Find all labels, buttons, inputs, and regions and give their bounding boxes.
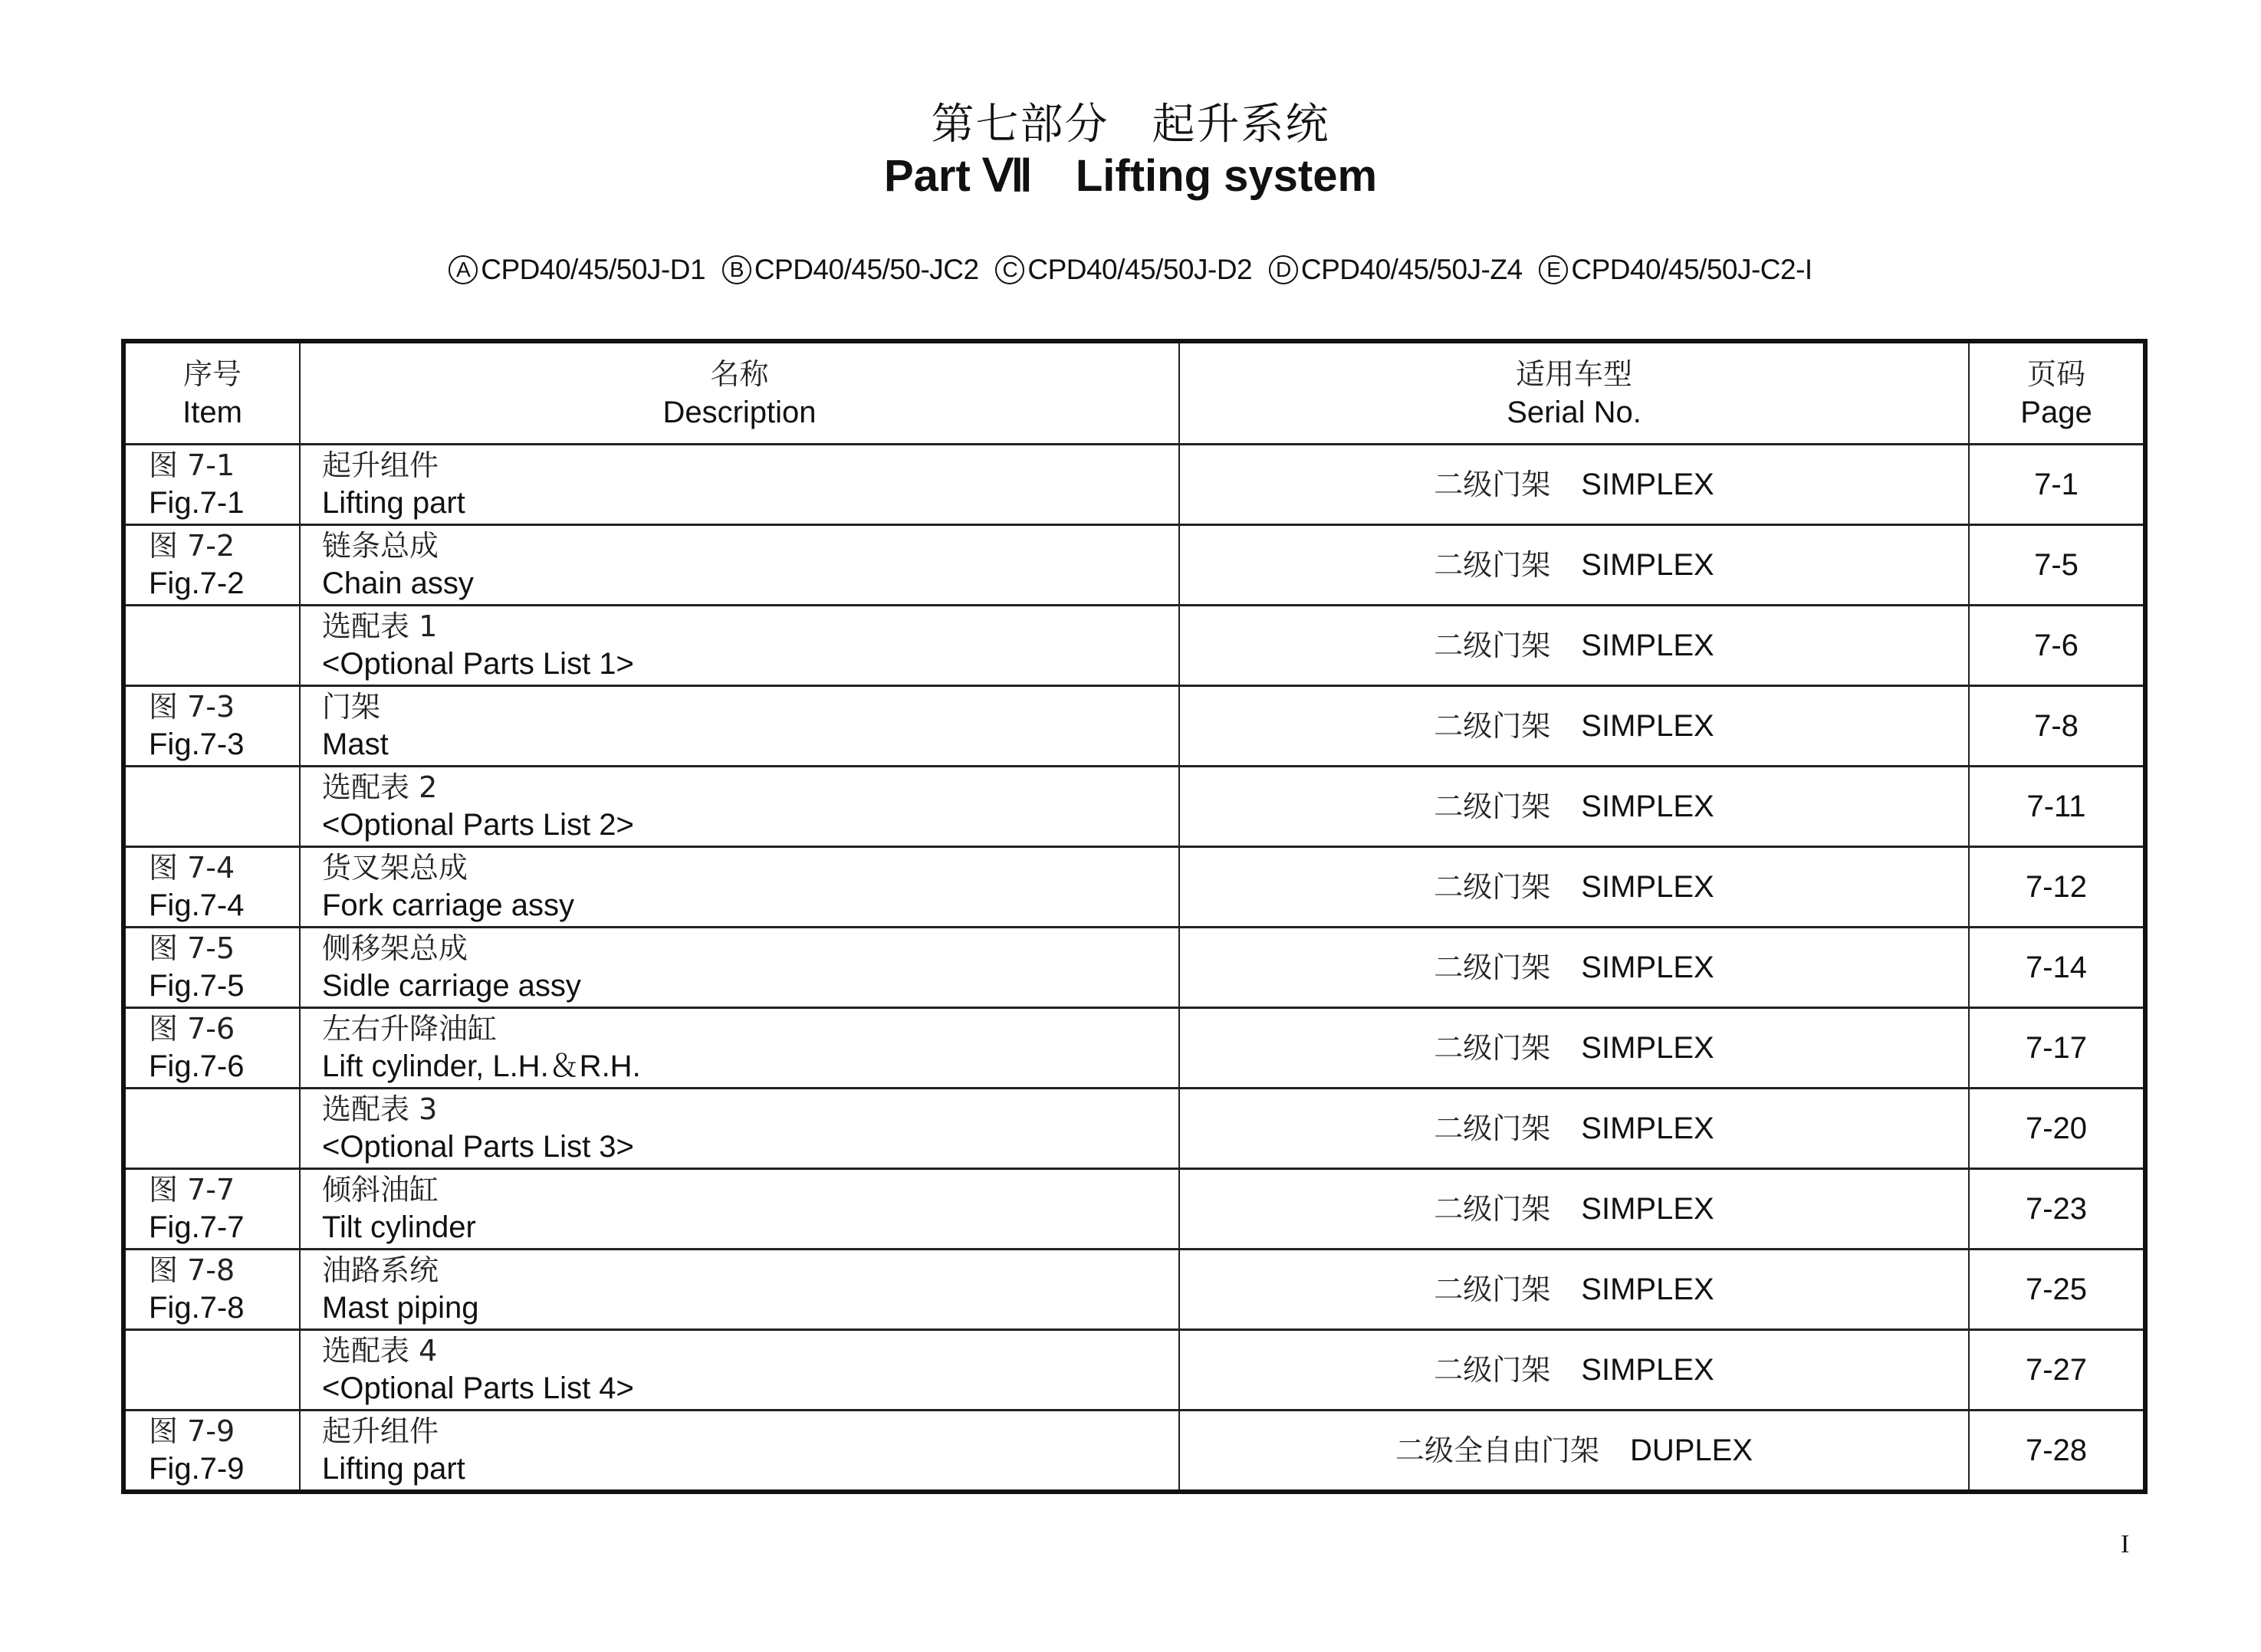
serial-cn: 二级门架	[1434, 869, 1551, 904]
description-en: <Optional Parts List 2>	[322, 808, 634, 842]
serial-cell	[1179, 1089, 1969, 1169]
serial-cell	[1179, 1411, 1969, 1493]
serial-en: SIMPLEX	[1581, 950, 1714, 984]
item-en: Fig.7-7	[149, 1210, 245, 1244]
serial-cell	[1179, 686, 1969, 767]
description-en: <Optional Parts List 4>	[322, 1371, 634, 1405]
description-cn: 选配表 2	[322, 770, 438, 804]
item-cell	[123, 1089, 300, 1169]
column-header-item: 序号 Item	[123, 341, 300, 445]
serial-en: DUPLEX	[1629, 1433, 1753, 1467]
serial-en: SIMPLEX	[1581, 789, 1714, 823]
description-en: Lifting part	[322, 486, 465, 520]
item-cn: 图 7-9	[149, 1414, 235, 1448]
serial-en: SIMPLEX	[1581, 1191, 1714, 1226]
serial-cell	[1179, 847, 1969, 928]
description-cell	[300, 445, 1179, 525]
circled-letter-icon: E	[1539, 255, 1568, 284]
item-cell	[123, 445, 300, 525]
model-b	[722, 254, 979, 286]
model-name: CPD40/45/50J-D1	[481, 254, 706, 285]
title-en-name: Lifting system	[1075, 151, 1378, 201]
description-cn: 起升组件	[322, 448, 439, 482]
item-en: Fig.7-5	[149, 969, 245, 1003]
table-header-row	[123, 341, 2145, 445]
description-en: Sidle carriage assy	[322, 969, 581, 1003]
serial-cn: 二级门架	[1434, 950, 1551, 984]
description-en: Mast	[322, 727, 389, 761]
page-link[interactable]: 7-28	[1969, 1411, 2145, 1493]
description-cn: 选配表 3	[322, 1092, 438, 1126]
title-cn-name: 起升系统	[1152, 100, 1330, 149]
description-en: Tilt cylinder	[322, 1210, 476, 1244]
serial-cn: 二级门架	[1434, 789, 1551, 823]
item-cell	[123, 1008, 300, 1089]
item-en: Fig.7-2	[149, 567, 245, 600]
description-en: <Optional Parts List 3>	[322, 1130, 634, 1164]
page-title-english	[0, 149, 2261, 202]
page-link[interactable]: 7-20	[1969, 1089, 2145, 1169]
item-cell	[123, 847, 300, 928]
item-cell	[123, 1411, 300, 1493]
page-link[interactable]: 7-1	[1969, 445, 2145, 525]
table-row	[123, 525, 2145, 606]
description-en: Lift cylinder, L.H.＆R.H.	[322, 1049, 641, 1083]
table-row	[123, 1330, 2145, 1411]
description-cn: 左右升降油缸	[322, 1012, 498, 1046]
column-header-page: 页码 Page	[1969, 341, 2145, 445]
description-cell	[300, 525, 1179, 606]
item-cell	[123, 767, 300, 847]
serial-en: SIMPLEX	[1581, 467, 1714, 501]
description-en: <Optional Parts List 1>	[322, 647, 634, 681]
serial-cell	[1179, 1169, 1969, 1250]
table-row	[123, 686, 2145, 767]
description-cell	[300, 1411, 1179, 1493]
item-en: Fig.7-8	[149, 1291, 245, 1325]
description-cn: 选配表 1	[322, 609, 438, 643]
description-cell	[300, 847, 1179, 928]
item-cn: 图 7-7	[149, 1173, 235, 1207]
model-d	[1269, 254, 1523, 286]
description-cn: 链条总成	[322, 529, 439, 563]
serial-cn: 二级全自由门架	[1395, 1433, 1599, 1467]
serial-cn: 二级门架	[1434, 547, 1551, 582]
description-cell	[300, 1250, 1179, 1330]
item-cn: 图 7-6	[149, 1012, 235, 1046]
description-cell	[300, 1330, 1179, 1411]
serial-cn: 二级门架	[1434, 1272, 1551, 1306]
serial-cn: 二级门架	[1434, 1191, 1551, 1226]
item-en: Fig.7-9	[149, 1452, 245, 1486]
serial-en: SIMPLEX	[1581, 547, 1714, 582]
model-name: CPD40/45/50J-Z4	[1300, 254, 1523, 285]
serial-en: SIMPLEX	[1581, 708, 1714, 743]
title-en-part: Part Ⅶ	[883, 151, 1033, 201]
table-row	[123, 1411, 2145, 1493]
description-cell	[300, 767, 1179, 847]
item-cell	[123, 1330, 300, 1411]
page-link[interactable]: 7-6	[1969, 606, 2145, 686]
description-en: Chain assy	[322, 567, 474, 600]
description-en: Lifting part	[322, 1452, 465, 1486]
serial-cn: 二级门架	[1434, 1030, 1551, 1065]
page-number: I	[2121, 1530, 2130, 1558]
description-cell	[300, 686, 1179, 767]
page-link[interactable]: 7-8	[1969, 686, 2145, 767]
page-link[interactable]: 7-27	[1969, 1330, 2145, 1411]
table-row	[123, 1008, 2145, 1089]
serial-en: SIMPLEX	[1581, 628, 1714, 662]
table-body	[123, 445, 2145, 1493]
serial-cell	[1179, 1330, 1969, 1411]
table-row	[123, 928, 2145, 1008]
item-cn: 图 7-1	[149, 448, 235, 482]
serial-en: SIMPLEX	[1581, 869, 1714, 904]
page-link[interactable]: 7-17	[1969, 1008, 2145, 1089]
item-cn: 图 7-5	[149, 931, 235, 965]
serial-cell	[1179, 1008, 1969, 1089]
description-cell	[300, 1008, 1179, 1089]
item-cell	[123, 525, 300, 606]
serial-cn: 二级门架	[1434, 708, 1551, 743]
serial-cn: 二级门架	[1434, 1111, 1551, 1145]
item-en: Fig.7-4	[149, 888, 245, 922]
column-header-description: 名称 Description	[300, 341, 1179, 445]
contents-table	[121, 339, 2148, 1494]
circled-letter-icon: A	[449, 255, 478, 284]
circled-letter-icon: C	[995, 255, 1024, 284]
model-name: CPD40/45/50J-C2-I	[1571, 254, 1812, 285]
serial-en: SIMPLEX	[1581, 1272, 1714, 1306]
page-link[interactable]: 7-23	[1969, 1169, 2145, 1250]
applicable-models-line	[0, 251, 2261, 286]
description-cell	[300, 1169, 1179, 1250]
table-row	[123, 1089, 2145, 1169]
description-cn: 起升组件	[322, 1414, 439, 1448]
table-row	[123, 847, 2145, 928]
model-e	[1539, 254, 1812, 286]
page-link[interactable]: 7-11	[1969, 767, 2145, 847]
table-row	[123, 767, 2145, 847]
serial-cn: 二级门架	[1434, 1352, 1551, 1387]
description-cn: 油路系统	[322, 1253, 439, 1287]
item-cn: 图 7-2	[149, 529, 235, 563]
item-en: Fig.7-1	[149, 486, 245, 520]
description-cn: 货叉架总成	[322, 851, 468, 885]
item-en: Fig.7-3	[149, 727, 245, 761]
item-cn: 图 7-8	[149, 1253, 235, 1287]
circled-letter-icon: B	[722, 255, 751, 284]
serial-cn: 二级门架	[1434, 467, 1551, 501]
serial-en: SIMPLEX	[1581, 1111, 1714, 1145]
model-a	[449, 254, 705, 286]
description-cell	[300, 606, 1179, 686]
title-cn-part: 第七部分	[931, 100, 1109, 149]
serial-en: SIMPLEX	[1581, 1030, 1714, 1065]
model-name: CPD40/45/50J-D2	[1027, 254, 1253, 285]
page-title-chinese	[0, 90, 2261, 152]
item-en: Fig.7-6	[149, 1049, 245, 1083]
serial-cell	[1179, 445, 1969, 525]
table-row	[123, 1169, 2145, 1250]
model-c	[995, 254, 1252, 286]
serial-en: SIMPLEX	[1581, 1352, 1714, 1387]
description-en: Mast piping	[322, 1291, 479, 1325]
page-link[interactable]: 7-5	[1969, 525, 2145, 606]
serial-cell	[1179, 767, 1969, 847]
circled-letter-icon: D	[1269, 255, 1298, 284]
page-link[interactable]: 7-12	[1969, 847, 2145, 928]
description-cn: 门架	[322, 690, 381, 724]
item-cell	[123, 606, 300, 686]
serial-cell	[1179, 525, 1969, 606]
serial-cn: 二级门架	[1434, 628, 1551, 662]
item-cell	[123, 1250, 300, 1330]
description-cn: 侧移架总成	[322, 931, 468, 965]
item-cn: 图 7-4	[149, 851, 235, 885]
table-row	[123, 606, 2145, 686]
serial-cell	[1179, 1250, 1969, 1330]
table-row	[123, 1250, 2145, 1330]
item-cell	[123, 686, 300, 767]
table-row	[123, 445, 2145, 525]
description-cn: 倾斜油缸	[322, 1173, 439, 1207]
description-en: Fork carriage assy	[322, 888, 574, 922]
item-cell	[123, 928, 300, 1008]
column-header-serial: 适用车型 Serial No.	[1179, 341, 1969, 445]
serial-cell	[1179, 928, 1969, 1008]
description-cell	[300, 1089, 1179, 1169]
description-cell	[300, 928, 1179, 1008]
item-cn: 图 7-3	[149, 690, 235, 724]
serial-cell	[1179, 606, 1969, 686]
page-link[interactable]: 7-14	[1969, 928, 2145, 1008]
description-cn: 选配表 4	[322, 1334, 438, 1368]
item-cell	[123, 1169, 300, 1250]
page-link[interactable]: 7-25	[1969, 1250, 2145, 1330]
model-name: CPD40/45/50-JC2	[754, 254, 979, 285]
